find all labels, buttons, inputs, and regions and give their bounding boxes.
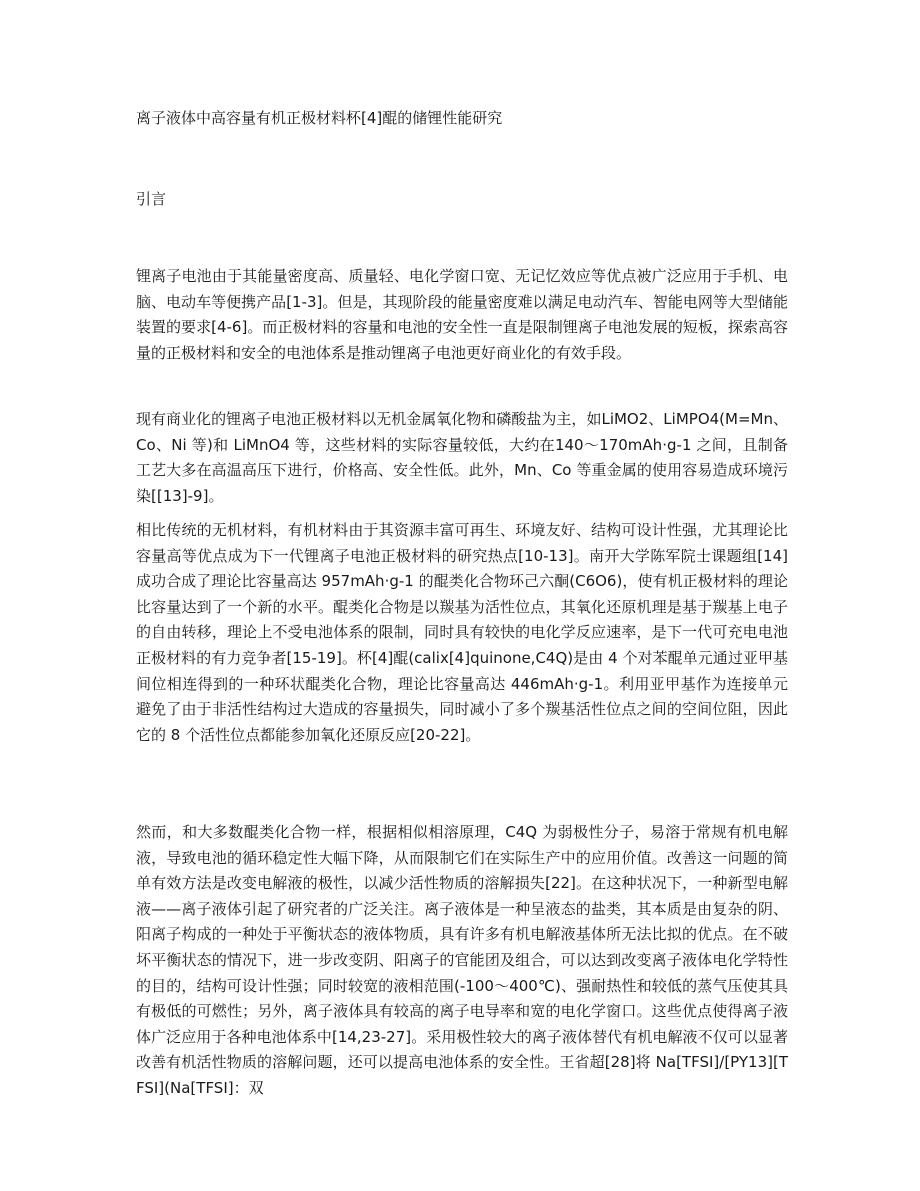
body-text-2 bbox=[136, 407, 788, 533]
paragraph-2: 现有商业化的锂离子电池正极材料以无机金属氧化物和磷酸盐为主，如LiMO2、LiMPO4(M=Mn、Co、Ni 等)和 LiMnO4 等，这些材料的实际容量较低，大约在140～170mAh·g-1 之间，且制备工艺大多在高温高压下进行，价格高、安全性低。此外，Mn、Co 等重金属的使用容易造成环境污染[[13]-9]。 bbox=[136, 410, 788, 505]
paragraph-3: 相比传统的无机材料，有机材料由于其资源丰富可再生、环境友好、结构可设计性强，尤其理论比容量高等优点成为下一代锂离子电池正极材料的研究热点[10-13]。南开大学陈军院士课题组[14]成功合成了理论比容量高达 957mAh·g-1 的醌类化合物环己六酮(C6O6)，使有机正极材料的理论比容量达到了一个新的水平。醌类化合物是以羰基为活性位点，其氧化还原机理是基于羰基上电子的自由转移，理论上不受电池体系的限制，同时具有较快的电化学反应速率，是下一代可充电电池正极材料的有力竞争者[15-19]。杯[4]醌(calix[4]quinone,C4Q)是由 4 个对苯醌单元通过亚甲基间位相连得到的一种环状醌类化合物，理论比容量高达 446mAh·g-1。利用亚甲基作为连接单元避免了由于非活性结构过大造成的容量损失，同时减小了多个羰基活性位点之间的空间位阻，因此它的 8 个活性位点都能参加氧化还原反应[20-22]。 bbox=[136, 521, 788, 744]
paragraph-1: 锂离子电池由于其能量密度高、质量轻、电化学窗口宽、无记忆效应等优点被广泛应用于手机、电脑、电动车等便携产品[1-3]。但是，其现阶段的能量密度难以满足电动汽车、智能电网等大型储能装置的要求[4-6]。而正极材料的容量和电池的安全性一直是限制锂离子电池发展的短板，探索高容量的正极材料和安全的电池体系是推动锂离子电池更好商业化的有效手段。 bbox=[136, 267, 788, 362]
paragraph-4: 然而，和大多数醌类化合物一样，根据相似相溶原理，C4Q 为弱极性分子，易溶于常规有机电解液，导致电池的循环稳定性大幅下降，从而限制它们在实际生产中的应用价值。改善这一问题的简单有效方法是改变电解液的极性，以减少活性物质的溶解损失[22]。在这种状况下，一种新型电解液——离子液体引起了研究者的广泛关注。离子液体是一种呈液态的盐类，其本质是由复杂的阴、阳离子构成的一种处于平衡状态的液体物质，具有许多有机电解液基体所无法比拟的优点。在不破坏平衡状态的情况下，进一步改变阴、阳离子的官能团及组合，可以达到改变离子液体电化学特性的目的，结构可设计性强；同时较宽的液相范围(-100～400℃)、强耐热性和较低的蒸气压使其具有极低的可燃性；另外，离子液体具有较高的离子电导率和宽的电化学窗口。这些优点使得离子液体广泛应用于各种电池体系中[14,23-27]。采用极性较大的离子液体替代有机电解液不仅可以显著改善有机活性物质的溶解问题，还可以提高电池体系的安全性。王省超[28]将 Na[TFSI]/[PY13][TFSI](Na[TFSI]：双 bbox=[136, 823, 788, 1097]
document-title: 离子液体中高容量有机正极材料杯[4]醌的储锂性能研究 bbox=[136, 109, 503, 127]
body-text-4 bbox=[136, 820, 788, 1126]
section-heading: 引言 bbox=[136, 190, 167, 208]
body-text bbox=[136, 264, 788, 390]
body-text-3 bbox=[136, 518, 788, 772]
